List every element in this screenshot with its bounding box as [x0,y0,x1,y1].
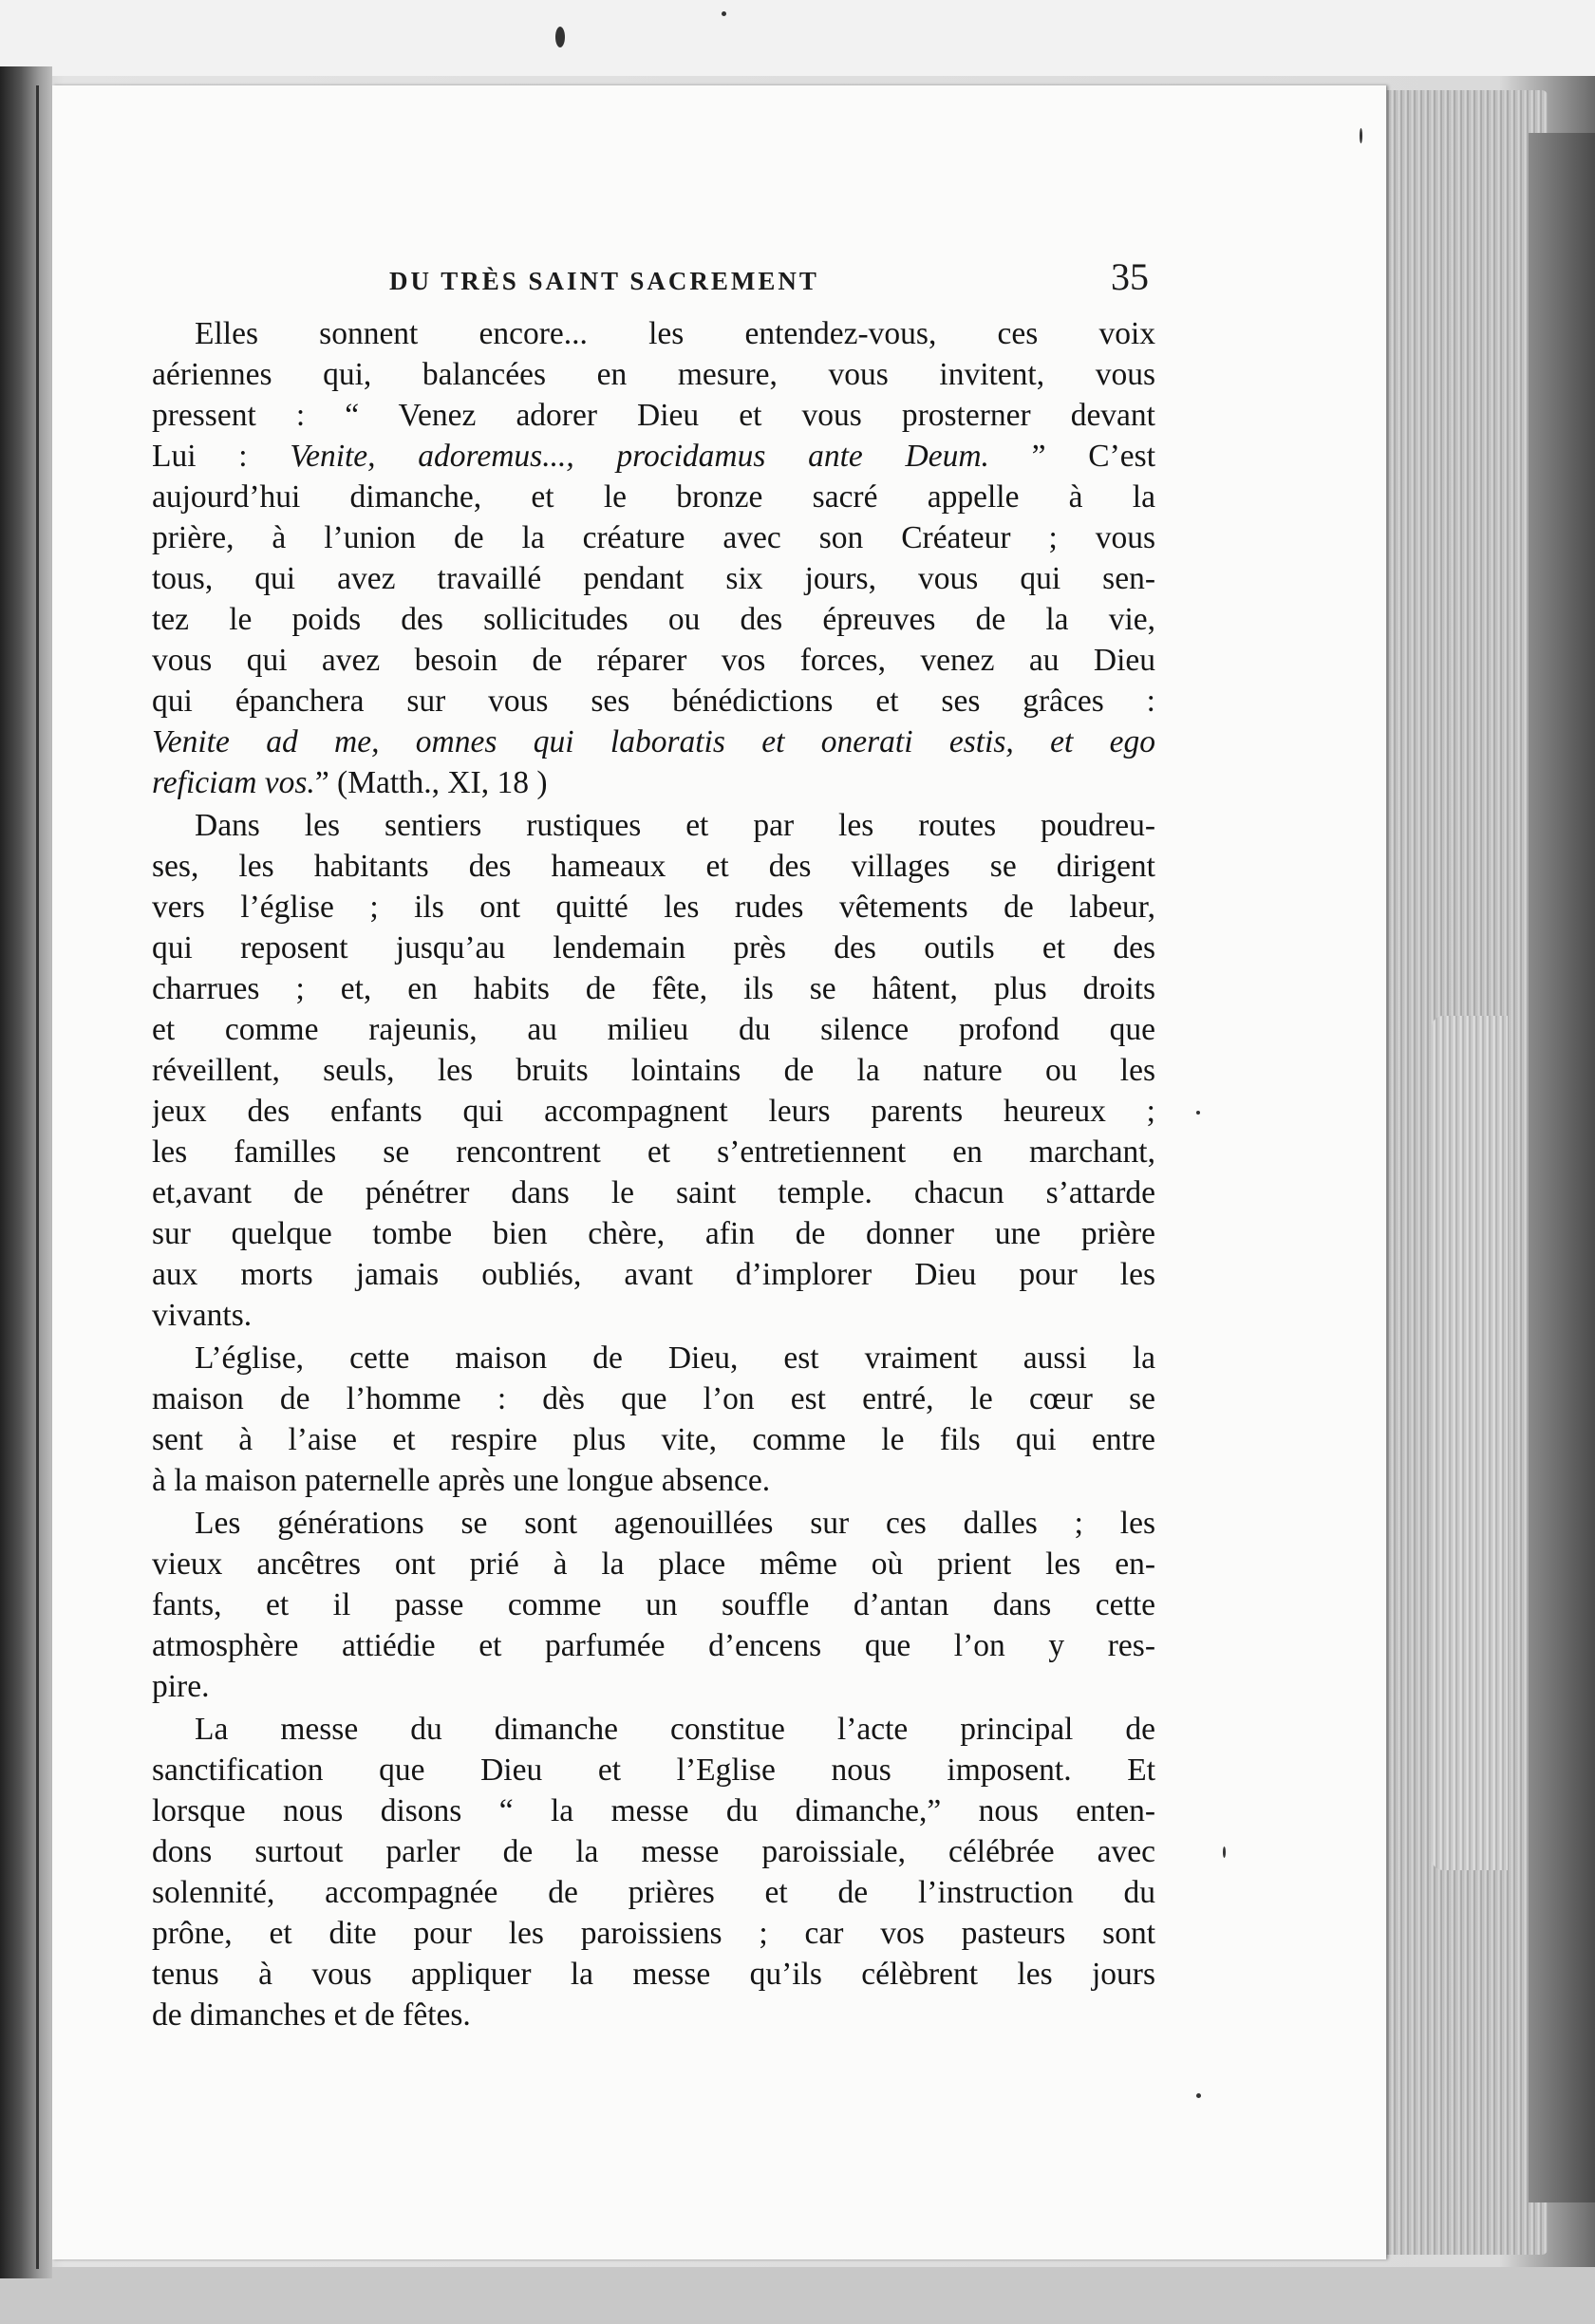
text-line [152,558,1155,599]
text-segment: tez le poids des sollicitudes ou des épreuves de la vie, [152,602,1155,637]
text-line [152,805,1155,846]
text-segment: tenus à vous appliquer la messe qu’ils célèbrent les jours [152,1957,1155,1992]
text-segment: réveillent, seuls, les bruits lointains de la nature ou les [152,1053,1155,1088]
text-line [152,722,1155,762]
text-segment: jeux des enfants qui accompagnent leurs parents heureux ; [152,1094,1155,1129]
text-line [152,846,1155,887]
text-segment: prône, et dite pour les paroissiens ; car vos pasteurs sont [152,1916,1155,1951]
text-line [152,1709,1155,1750]
text-line [152,1419,1155,1460]
text-segment: La messe du dimanche constitue l’acte principal de [195,1712,1155,1747]
text-segment: lorsque nous disons “ la messe du dimanche,” nous enten- [152,1793,1155,1828]
page-stack-tab [1432,1016,1508,1870]
text-segment: qui épanchera sur vous ses bénédictions et ses grâces : [152,684,1155,719]
text-line [152,1913,1155,1954]
scan-top-margin [0,0,1595,76]
text-line [152,477,1155,517]
text-segment: vivants. [152,1298,253,1333]
text-segment: à la maison paternelle après une longue absence. [152,1463,771,1498]
text-segment: vieux ancêtres ont prié à la place même où prient les en- [152,1546,1155,1582]
text-line [152,1091,1155,1132]
scan-bottom-margin [0,2267,1595,2324]
text-segment: les familles se rencontrent et s’entretiennent en marchant, [152,1134,1155,1170]
paragraph [152,1709,1155,2035]
text-line [152,1213,1155,1254]
text-line [152,1995,1155,2035]
italic-segment: Venite, adoremus..., procidamus ante Deum. [290,439,989,474]
text-line [152,436,1155,477]
text-segment: pressent : “ Venez adorer Dieu et vous prosterner devant [152,398,1155,433]
text-segment: aériennes qui, balancées en mesure, vous invitent, vous [152,357,1155,392]
scan-speck [1223,1846,1226,1858]
text-segment: L’église, cette maison de Dieu, est vraiment aussi la [195,1340,1155,1376]
scan-speck [1360,128,1362,143]
text-line [152,1338,1155,1378]
text-segment: vous qui avez besoin de réparer vos forces, venez au Dieu [152,643,1155,678]
text-line [152,640,1155,681]
text-line [152,1666,1155,1707]
text-segment: Elles sonnent encore... les entendez-vous, ces voix [195,316,1155,351]
text-segment: et,avant de pénétrer dans le saint temple. chacun s’attarde [152,1175,1155,1210]
text-line [152,1625,1155,1666]
paragraph [152,313,1155,803]
text-line [152,1132,1155,1172]
text-segment: aujourd’hui dimanche, et le bronze sacré appelle à la [152,479,1155,515]
text-line [152,762,1155,803]
scan-speck [555,27,565,47]
text-segment: fants, et il passe comme un souffle d’antan dans cette [152,1587,1155,1622]
text-segment: maison de l’homme : dès que l’on est entré, le cœur se [152,1381,1155,1416]
text-segment: ” (Matth., XI, 18 ) [314,765,548,800]
text-line [152,887,1155,928]
text-line [152,1954,1155,1995]
text-line [152,1460,1155,1501]
text-line [152,1544,1155,1584]
text-line [152,1172,1155,1213]
text-line [152,1750,1155,1790]
text-segment: charrues ; et, en habits de fête, ils se hâtent, plus droits [152,971,1155,1006]
running-head: DU TRÈS SAINT SACREMENT [389,267,819,295]
text-segment: Les générations se sont agenouillées sur ces dalles ; les [195,1506,1155,1541]
text-line [152,928,1155,968]
text-line [152,1790,1155,1831]
italic-segment: Venite ad me, omnes qui laboratis et onerati estis, et ego [152,724,1155,759]
text-line [152,1503,1155,1544]
paragraph [152,805,1155,1336]
text-line [152,1050,1155,1091]
book-binding-edge [0,66,52,2278]
text-line [152,1009,1155,1050]
text-segment: tous, qui avez travaillé pendant six jours, vous qui sen- [152,561,1155,596]
text-line [152,1872,1155,1913]
page-number: 35 [1111,255,1149,298]
text-segment: atmosphère attiédie et parfumée d’encens que l’on y res- [152,1628,1155,1663]
text-segment: sur quelque tombe bien chère, afin de donner une prière [152,1216,1155,1251]
text-segment: dons surtout parler de la messe paroissiale, célébrée avec [152,1834,1155,1869]
text-segment: et comme rajeunis, au milieu du silence profond que [152,1012,1155,1047]
text-segment: pire. [152,1669,210,1704]
paragraph [152,1503,1155,1707]
text-line [152,1584,1155,1625]
text-segment: ” C’est [988,439,1155,474]
paragraph [152,1338,1155,1501]
text-segment: vers l’église ; ils ont quitté les rudes vêtements de labeur, [152,890,1155,925]
text-segment: sent à l’aise et respire plus vite, comme le fils qui entre [152,1422,1155,1457]
text-segment: aux morts jamais oubliés, avant d’implorer Dieu pour les [152,1257,1155,1292]
text-segment: prière, à l’union de la créature avec son Créateur ; vous [152,520,1155,555]
page-header [389,254,1149,302]
book-cover-edge [1529,133,1595,2202]
text-segment: ses, les habitants des hameaux et des villages se dirigent [152,849,1155,884]
text-segment: solennité, accompagnée de prières et de l’instruction du [152,1875,1155,1910]
text-segment: de dimanches et de fêtes. [152,1997,471,2033]
text-line [152,313,1155,354]
text-line [152,354,1155,395]
text-line [152,681,1155,722]
text-line [152,599,1155,640]
scan-speck [722,11,726,16]
binding-line [36,85,39,2269]
text-line [152,968,1155,1009]
text-segment: sanctification que Dieu et l’Eglise nous imposent. Et [152,1752,1155,1788]
text-segment: qui reposent jusqu’au lendemain près des outils et des [152,930,1155,965]
text-line [152,395,1155,436]
text-line [152,1254,1155,1295]
scan-speck [1196,2093,1201,2098]
text-line [152,1831,1155,1872]
text-segment: Dans les sentiers rustiques et par les routes poudreu- [195,808,1155,843]
body-text [152,313,1155,2035]
text-segment: Lui : [152,439,291,474]
text-line [152,517,1155,558]
scan-speck [1196,1111,1200,1115]
text-line [152,1378,1155,1419]
text-line [152,1295,1155,1336]
italic-segment: reficiam vos. [152,765,315,800]
